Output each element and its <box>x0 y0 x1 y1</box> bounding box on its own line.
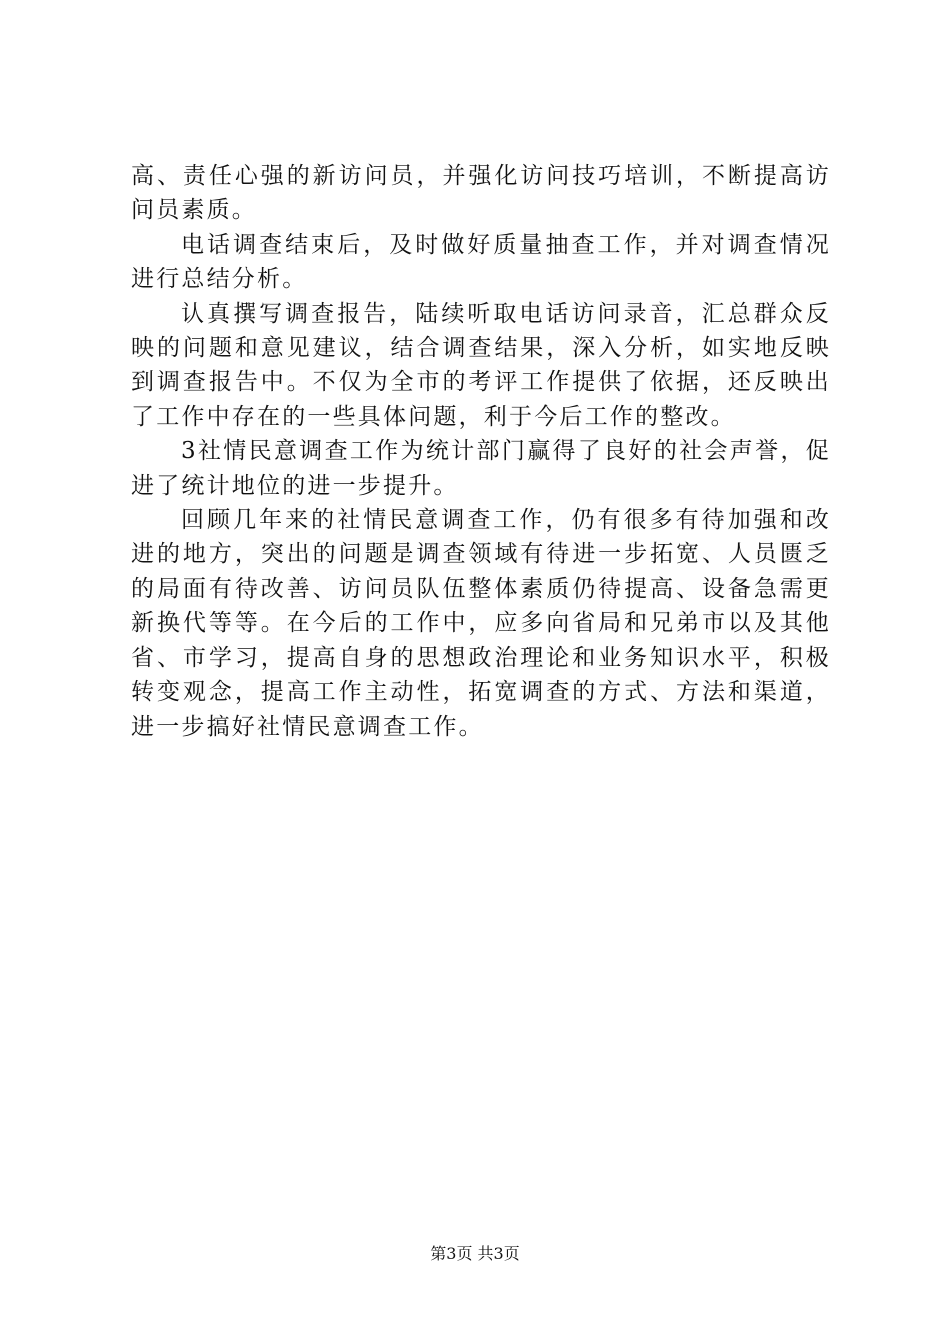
paragraph-survey-report: 认真撰写调查报告，陆续听取电话访问录音，汇总群众反映的问题和意见建议，结合调查结果，深入分析，如实地反映到调查报告中。不仅为全市的考评工作提供了依据，还反映出了工作中存在的一些具体问题，利于今后工作的整改。 <box>131 300 831 430</box>
paragraph-continued: 高、责任心强的新访问员，并强化访问技巧培训，不断提高访问员素质。 <box>131 163 831 224</box>
paragraph-quality-check: 电话调查结束后，及时做好质量抽查工作，并对调查情况进行总结分析。 <box>131 231 831 293</box>
paragraph-social-reputation: 3社情民意调查工作为统计部门赢得了良好的社会声誉，促进了统计地位的进一步提升。 <box>131 438 831 499</box>
page-number-footer: 第3页 共3页 <box>430 1244 520 1263</box>
document-body <box>131 159 831 744</box>
paragraph-review: 回顾几年来的社情民意调查工作，仍有很多有待加强和改进的地方，突出的问题是调查领域有待进一步拓宽、人员匮乏的局面有待改善、访问员队伍整体素质仍待提高、设备急需更新换代等等。在今后的工作中，应多向省局和兄弟市以及其他省、市学习，提高自身的思想政治理论和业务知识水平，积极转变观念，提高工作主动性，拓宽调查的方式、方法和渠道，进一步搞好社情民意调查工作。 <box>131 507 831 740</box>
